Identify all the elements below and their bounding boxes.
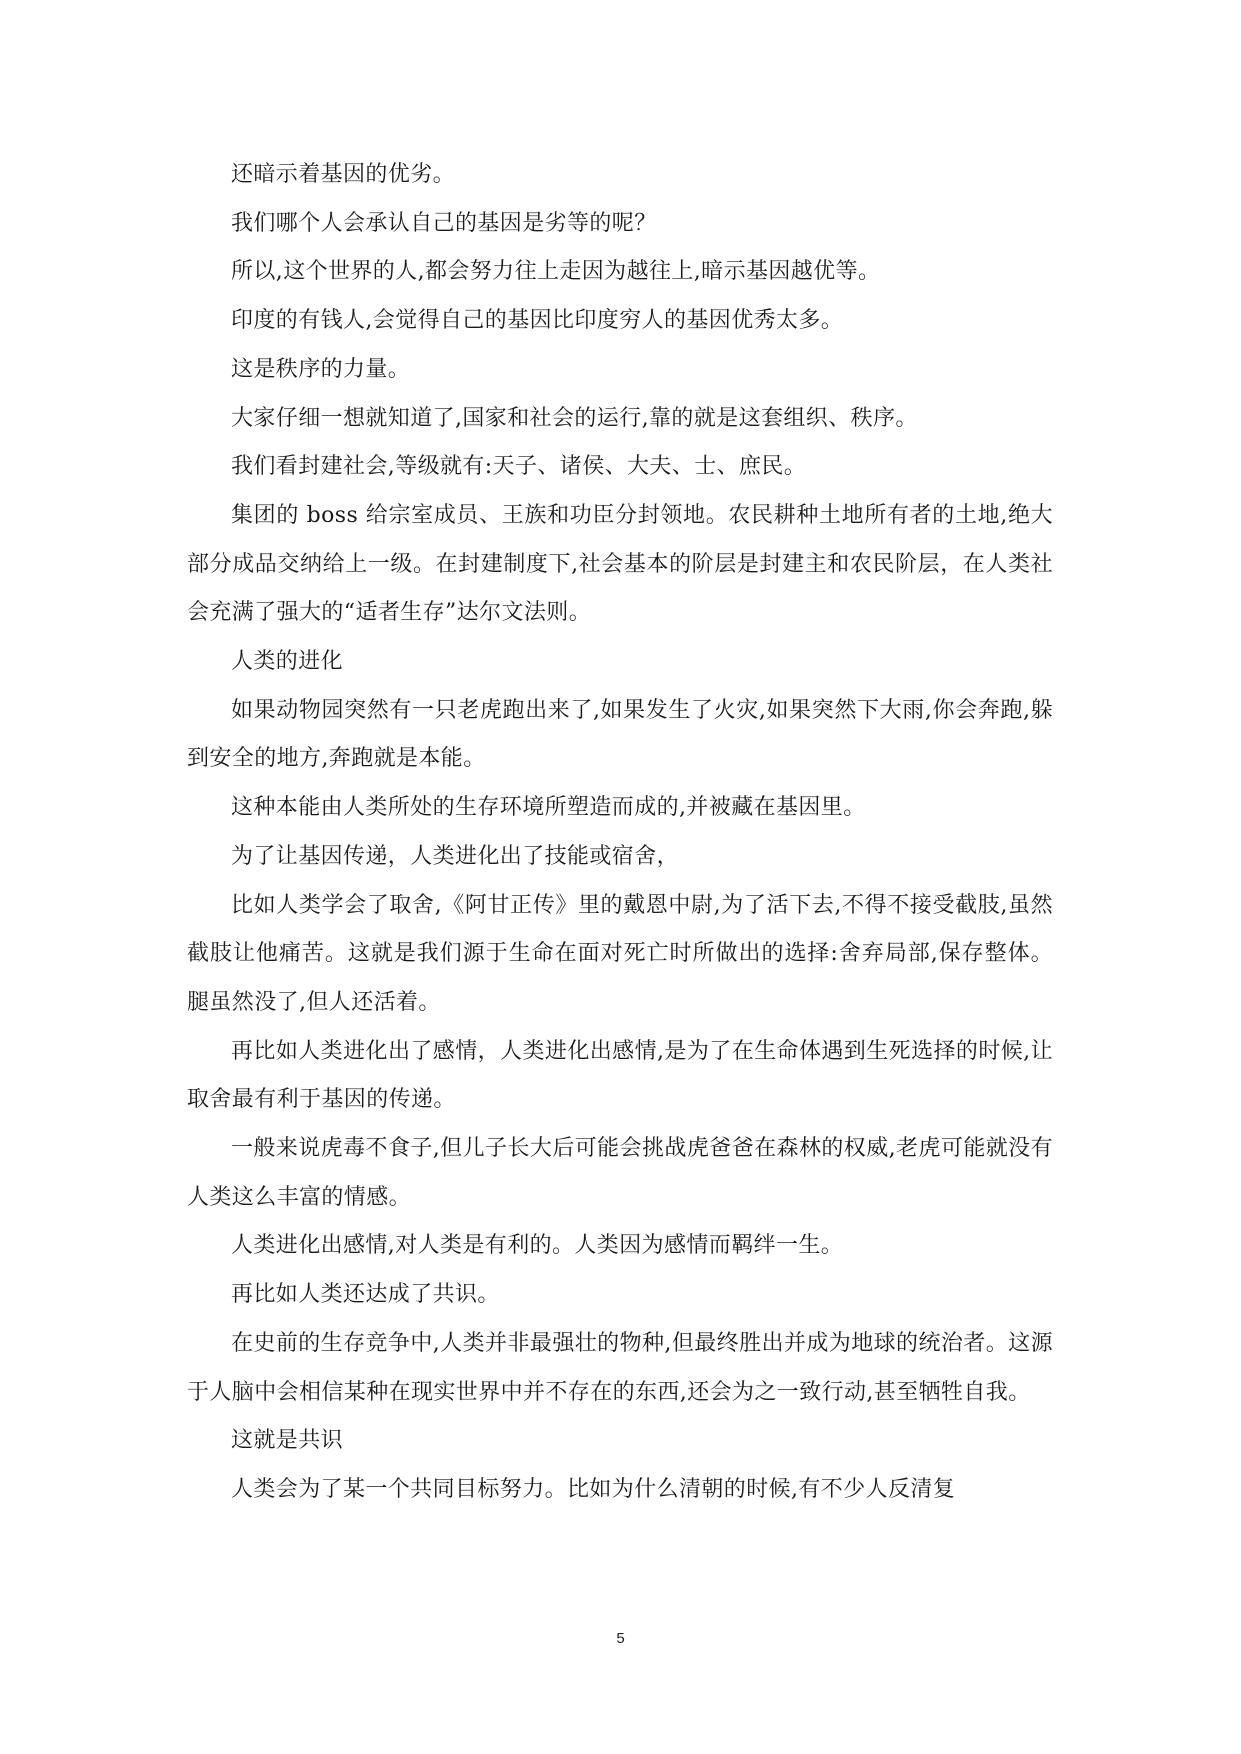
paragraph: 集团的 boss 给宗室成员、王族和功臣分封领地。农民耕种土地所有者的土地,绝大部分成品交纳给上一级。在封建制度下,社会基本的阶层是封建主和农民阶层，在人类社会充满了强大的“适者生存”达尔文法则。 (187, 502, 1053, 626)
paragraph: 为了让基因传递，人类进化出了技能或宿舍， (231, 843, 680, 869)
paragraph: 我们看封建社会,等级就有:天子、诸侯、大夫、士、庶民。 (231, 454, 807, 480)
paragraph: 所以,这个世界的人,都会努力往上走因为越往上,暗示基因越优等。 (231, 259, 881, 285)
paragraph: 还暗示着基因的优劣。 (231, 162, 456, 187)
paragraph: 印度的有钱人,会觉得自己的基因比印度穷人的基因优秀太多。 (231, 308, 844, 334)
paragraph: 这种本能由人类所处的生存环境所塑造而成的,并被藏在基因里。 (231, 795, 866, 821)
paragraph: 再比如人类还达成了共识。 (231, 1282, 500, 1308)
body-text (187, 151, 1053, 1515)
paragraph: 这是秩序的力量。 (231, 356, 411, 382)
paragraph: 大家仔细一想就知道了,国家和社会的运行,靠的就是这套组织、秩序。 (231, 405, 918, 431)
paragraph: 再比如人类进化出了感情，人类进化出感情,是为了在生命体遇到生死选择的时候,让取舍最有利于基因的传递。 (187, 1038, 1053, 1113)
section-heading: 人类的进化 (231, 649, 344, 675)
paragraph: 人类会为了某一个共同目标努力。比如为什么清朝的时候,有不少人反清复 (231, 1476, 956, 1502)
paragraph: 在史前的生存竞争中,人类并非最强壮的物种,但最终胜出并成为地球的统治者。这源于人脑中会相信某种在现实世界中并不存在的东西,还会为之一致行动,甚至牺牲自我。 (187, 1330, 1053, 1405)
paragraph: 一般来说虎毒不食子,但儿子长大后可能会挑战虎爸爸在森林的权威,老虎可能就没有人类这么丰富的情感。 (187, 1136, 1053, 1210)
paragraph: 人类进化出感情,对人类是有利的。人类因为感情而羁绊一生。 (231, 1233, 844, 1259)
paragraph: 如果动物园突然有一只老虎跑出来了,如果发生了火灾,如果突然下大雨,你会奔跑,躲到安全的地方,奔跑就是本能。 (187, 697, 1053, 772)
section-heading: 这就是共识 (231, 1428, 344, 1454)
page-number: 5 (616, 1630, 625, 1647)
paragraph: 我们哪个人会承认自己的基因是劣等的呢？ (231, 210, 657, 236)
paragraph: 比如人类学会了取舍,《阿甘正传》里的戴恩中尉,为了活下去,不得不接受截肢,虽然截肢让他痛苦。这就是我们源于生命在面对死亡时所做出的选择:舍弃局部,保存整体。腿虽然没了,但人还活着。 (187, 892, 1053, 1015)
